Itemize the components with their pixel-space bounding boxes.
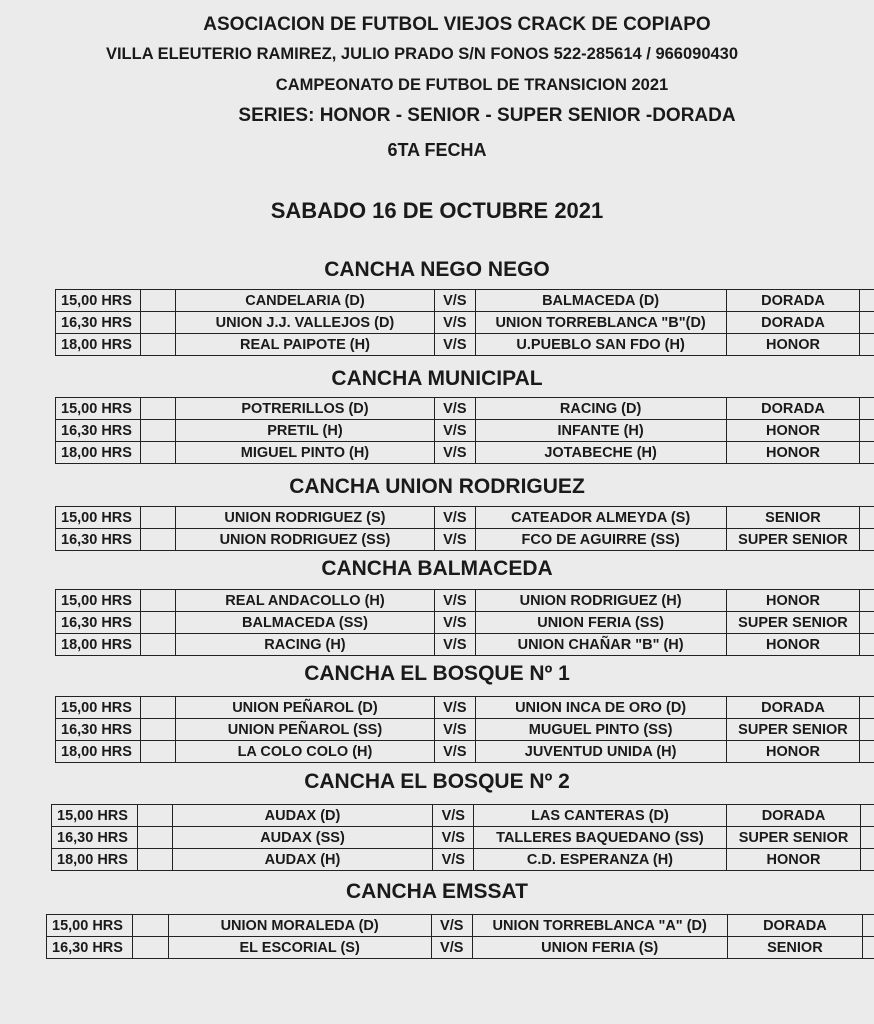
match-row [52, 827, 874, 849]
match-time: 18,00 HRS [56, 442, 141, 464]
match-row [56, 507, 874, 529]
home-team: UNION RODRIGUEZ (SS) [175, 529, 434, 551]
result-cell [860, 420, 874, 442]
match-series: DORADA [726, 805, 860, 827]
home-team: AUDAX (H) [172, 849, 433, 871]
match-series: DORADA [726, 398, 860, 420]
result-cell [860, 719, 874, 741]
match-row [56, 312, 874, 334]
home-team: UNION PEÑAROL (SS) [175, 719, 434, 741]
blank-cell [141, 334, 176, 356]
match-time: 18,00 HRS [52, 849, 138, 871]
match-row [56, 420, 874, 442]
result-cell [860, 290, 874, 312]
versus-label: V/S [435, 634, 476, 656]
match-row [56, 634, 874, 656]
match-series: SUPER SENIOR [726, 612, 860, 634]
blank-cell [141, 312, 176, 334]
result-cell [860, 442, 874, 464]
result-cell [863, 937, 874, 959]
match-time: 16,30 HRS [56, 529, 141, 551]
versus-label: V/S [435, 507, 476, 529]
match-row [56, 612, 874, 634]
match-row [56, 442, 874, 464]
result-cell [861, 827, 874, 849]
home-team: RACING (H) [175, 634, 434, 656]
match-series: HONOR [726, 334, 860, 356]
match-time: 16,30 HRS [56, 719, 141, 741]
versus-label: V/S [435, 529, 476, 551]
result-cell [860, 590, 874, 612]
match-row [56, 529, 874, 551]
blank-cell [141, 634, 176, 656]
venue-title: CANCHA EMSSAT [346, 880, 528, 903]
match-row [47, 937, 874, 959]
match-row [47, 915, 874, 937]
home-team: UNION PEÑAROL (D) [175, 697, 434, 719]
match-series: HONOR [726, 420, 860, 442]
home-team: REAL ANDACOLLO (H) [175, 590, 434, 612]
result-cell [860, 334, 874, 356]
home-team: AUDAX (SS) [172, 827, 433, 849]
away-team: UNION CHAÑAR "B" (H) [475, 634, 726, 656]
versus-label: V/S [435, 612, 476, 634]
match-series: HONOR [726, 741, 860, 763]
away-team: RACING (D) [475, 398, 726, 420]
away-team: TALLERES BAQUEDANO (SS) [474, 827, 727, 849]
blank-cell [141, 719, 176, 741]
venue-title: CANCHA MUNICIPAL [331, 367, 543, 390]
home-team: POTRERILLOS (D) [175, 398, 434, 420]
away-team: UNION TORREBLANCA "A" (D) [472, 915, 727, 937]
match-date: SABADO 16 DE OCTUBRE 2021 [270, 198, 604, 223]
versus-label: V/S [431, 915, 472, 937]
match-series: SENIOR [727, 937, 863, 959]
versus-label: V/S [435, 290, 476, 312]
result-cell [860, 312, 874, 334]
match-time: 15,00 HRS [56, 507, 141, 529]
round-label: 6TA FECHA [387, 140, 487, 160]
versus-label: V/S [435, 442, 476, 464]
away-team: UNION INCA DE ORO (D) [475, 697, 726, 719]
away-team: JUVENTUD UNIDA (H) [475, 741, 726, 763]
versus-label: V/S [435, 697, 476, 719]
venue-title: CANCHA BALMACEDA [321, 557, 553, 580]
home-team: UNION MORALEDA (D) [168, 915, 431, 937]
versus-label: V/S [435, 398, 476, 420]
away-team: BALMACEDA (D) [475, 290, 726, 312]
blank-cell [141, 398, 176, 420]
match-time: 15,00 HRS [56, 590, 141, 612]
home-team: LA COLO COLO (H) [175, 741, 434, 763]
blank-cell [137, 827, 172, 849]
home-team: REAL PAIPOTE (H) [175, 334, 434, 356]
home-team: UNION RODRIGUEZ (S) [175, 507, 434, 529]
away-team: UNION FERIA (SS) [475, 612, 726, 634]
blank-cell [133, 937, 168, 959]
away-team: UNION TORREBLANCA "B"(D) [475, 312, 726, 334]
venue-schedule-table [55, 506, 874, 551]
venue-schedule-table [55, 589, 874, 656]
blank-cell [141, 290, 176, 312]
home-team: MIGUEL PINTO (H) [175, 442, 434, 464]
match-time: 16,30 HRS [47, 937, 133, 959]
match-time: 16,30 HRS [56, 420, 141, 442]
match-series: DORADA [726, 290, 860, 312]
away-team: INFANTE (H) [475, 420, 726, 442]
away-team: UNION RODRIGUEZ (H) [475, 590, 726, 612]
away-team: JOTABECHE (H) [475, 442, 726, 464]
result-cell [860, 398, 874, 420]
versus-label: V/S [435, 590, 476, 612]
result-cell [861, 849, 874, 871]
match-series: DORADA [727, 915, 863, 937]
match-series: HONOR [726, 442, 860, 464]
venue-schedule-table [55, 289, 874, 356]
blank-cell [141, 420, 176, 442]
match-series: DORADA [726, 312, 860, 334]
venue-title: CANCHA UNION RODRIGUEZ [289, 475, 585, 498]
match-row [52, 805, 874, 827]
home-team: EL ESCORIAL (S) [168, 937, 431, 959]
result-cell [860, 697, 874, 719]
match-time: 15,00 HRS [56, 398, 141, 420]
match-time: 18,00 HRS [56, 634, 141, 656]
blank-cell [133, 915, 168, 937]
association-title: ASOCIACION DE FUTBOL VIEJOS CRACK DE COPIAPO [203, 14, 711, 35]
versus-label: V/S [433, 849, 474, 871]
away-team: LAS CANTERAS (D) [474, 805, 727, 827]
blank-cell [137, 805, 172, 827]
match-series: SENIOR [726, 507, 860, 529]
blank-cell [141, 697, 176, 719]
series-line: SERIES: HONOR - SENIOR - SUPER SENIOR -DORADA [238, 105, 736, 126]
match-row [52, 849, 874, 871]
result-cell [860, 529, 874, 551]
home-team: AUDAX (D) [172, 805, 433, 827]
venue-schedule-table [51, 804, 874, 871]
venue-title: CANCHA EL BOSQUE Nº 2 [304, 770, 570, 793]
blank-cell [137, 849, 172, 871]
home-team: BALMACEDA (SS) [175, 612, 434, 634]
home-team: CANDELARIA (D) [175, 290, 434, 312]
association-address: VILLA ELEUTERIO RAMIREZ, JULIO PRADO S/N FONOS 522-285614 / 966090430 [105, 45, 739, 63]
match-series: DORADA [726, 697, 860, 719]
away-team: CATEADOR ALMEYDA (S) [475, 507, 726, 529]
venue-title: CANCHA EL BOSQUE Nº 1 [304, 662, 570, 685]
versus-label: V/S [435, 334, 476, 356]
away-team: U.PUEBLO SAN FDO (H) [475, 334, 726, 356]
venue-title: CANCHA NEGO NEGO [324, 258, 550, 281]
versus-label: V/S [431, 937, 472, 959]
match-series: SUPER SENIOR [726, 719, 860, 741]
match-row [56, 334, 874, 356]
away-team: C.D. ESPERANZA (H) [474, 849, 727, 871]
result-cell [860, 612, 874, 634]
match-time: 15,00 HRS [56, 290, 141, 312]
championship-title: CAMPEONATO DE FUTBOL DE TRANSICION 2021 [275, 76, 669, 94]
result-cell [863, 915, 874, 937]
venue-schedule-table [55, 696, 874, 763]
match-row [56, 290, 874, 312]
result-cell [861, 805, 874, 827]
versus-label: V/S [435, 312, 476, 334]
match-row [56, 398, 874, 420]
match-time: 15,00 HRS [52, 805, 138, 827]
blank-cell [141, 590, 176, 612]
blank-cell [141, 741, 176, 763]
home-team: PRETIL (H) [175, 420, 434, 442]
blank-cell [141, 442, 176, 464]
result-cell [860, 507, 874, 529]
blank-cell [141, 612, 176, 634]
match-row [56, 590, 874, 612]
match-time: 15,00 HRS [56, 697, 141, 719]
match-time: 18,00 HRS [56, 334, 141, 356]
match-time: 16,30 HRS [56, 612, 141, 634]
match-series: HONOR [726, 590, 860, 612]
away-team: MUGUEL PINTO (SS) [475, 719, 726, 741]
match-series: HONOR [726, 634, 860, 656]
result-cell [860, 741, 874, 763]
result-cell [860, 634, 874, 656]
match-time: 16,30 HRS [52, 827, 138, 849]
match-row [56, 697, 874, 719]
match-time: 18,00 HRS [56, 741, 141, 763]
versus-label: V/S [435, 741, 476, 763]
match-time: 15,00 HRS [47, 915, 133, 937]
blank-cell [141, 507, 176, 529]
versus-label: V/S [435, 719, 476, 741]
versus-label: V/S [433, 805, 474, 827]
match-series: SUPER SENIOR [726, 529, 860, 551]
versus-label: V/S [433, 827, 474, 849]
match-series: HONOR [726, 849, 860, 871]
versus-label: V/S [435, 420, 476, 442]
home-team: UNION J.J. VALLEJOS (D) [175, 312, 434, 334]
venue-schedule-table [46, 914, 874, 959]
match-series: SUPER SENIOR [726, 827, 860, 849]
away-team: FCO DE AGUIRRE (SS) [475, 529, 726, 551]
venue-schedule-table [55, 397, 874, 464]
match-row [56, 719, 874, 741]
blank-cell [141, 529, 176, 551]
match-row [56, 741, 874, 763]
match-time: 16,30 HRS [56, 312, 141, 334]
away-team: UNION FERIA (S) [472, 937, 727, 959]
